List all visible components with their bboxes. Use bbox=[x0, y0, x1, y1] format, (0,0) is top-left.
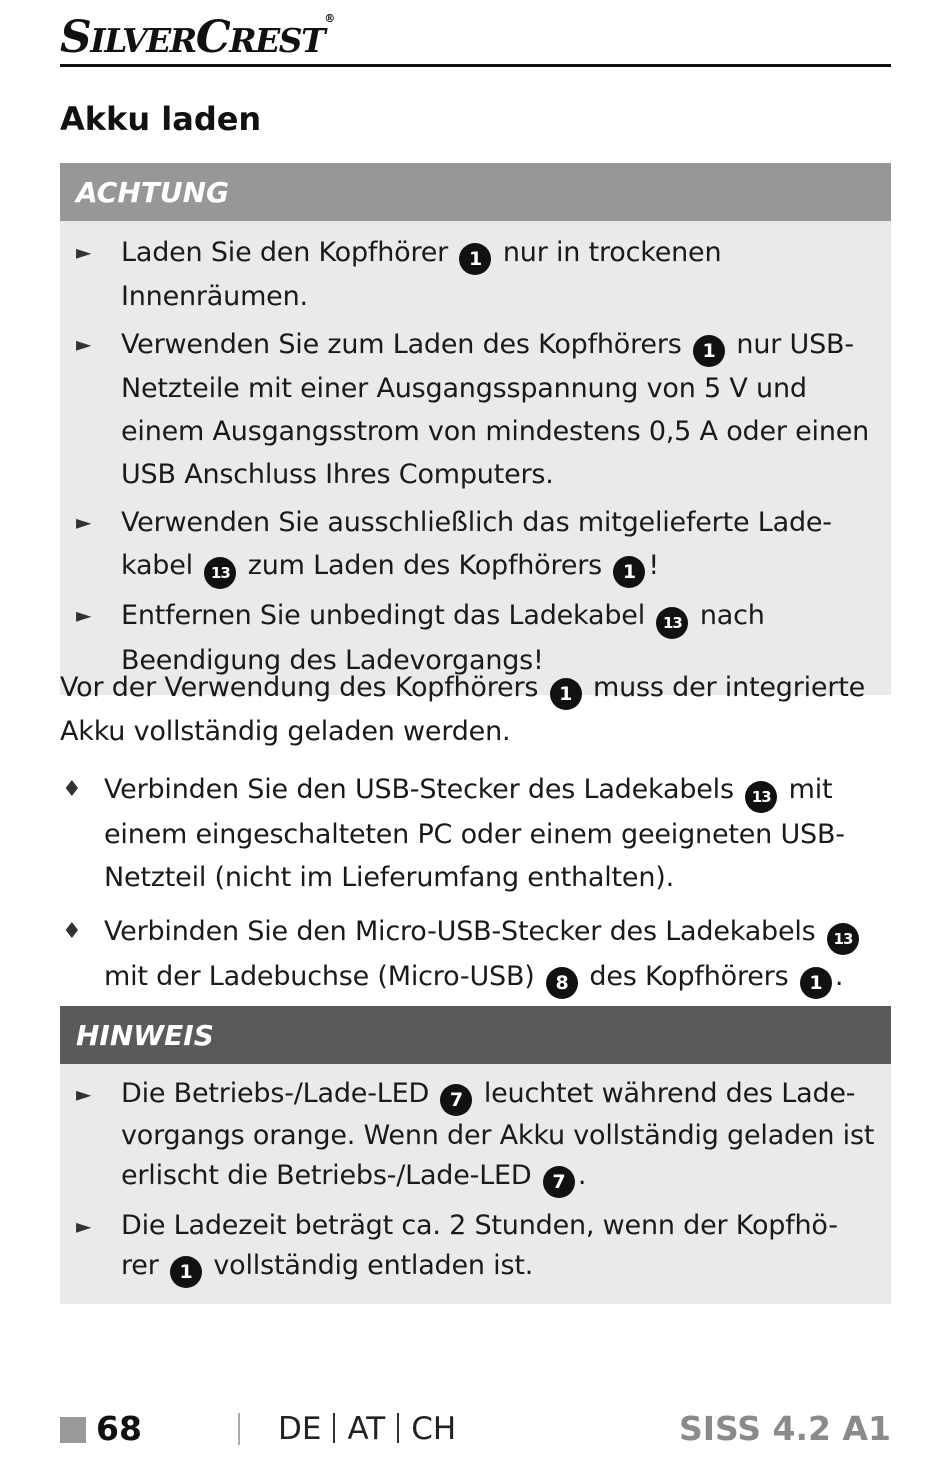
header-rule bbox=[60, 64, 891, 67]
step-item: ♦ Verbinden Sie den Micro-USB-Stecker des Ladekabels 13 mit der Ladebuchse (Micro-USB) 8 des Kopfhörers 1 . bbox=[60, 910, 891, 999]
warning-item: ► Entfernen Sie unbedingt das Ladekabel 13 nach Beendigung des Ladevorgangs! bbox=[76, 594, 875, 682]
note-box bbox=[60, 1006, 891, 1304]
callout-badge: 13 bbox=[204, 557, 236, 589]
callout-badge: 13 bbox=[656, 607, 688, 639]
brand-logo: SILVERCREST® bbox=[60, 12, 336, 63]
callout-badge: 1 bbox=[459, 243, 491, 275]
callout-badge: 1 bbox=[170, 1256, 202, 1288]
language-code: AT bbox=[347, 1411, 386, 1447]
callout-badge: 7 bbox=[543, 1166, 575, 1198]
warning-body bbox=[60, 221, 891, 695]
callout-badge: 8 bbox=[546, 967, 578, 999]
page-footer bbox=[60, 1405, 891, 1453]
warning-item: ► Verwenden Sie zum Laden des Kopfhörers 1 nur USB-Netzteile mit einer Ausgangsspannung von 5 V und einem Ausgangsstrom von mindestens 0,5 A oder einen USB Anschluss Ihres Computers. bbox=[76, 323, 875, 496]
callout-badge: 13 bbox=[827, 923, 859, 955]
triangle-right-icon: ► bbox=[76, 240, 92, 264]
model-number: SISS 4.2 A1 bbox=[678, 1409, 891, 1448]
note-heading: HINWEIS bbox=[60, 1006, 891, 1064]
callout-badge: 1 bbox=[550, 678, 582, 710]
language-code: DE bbox=[278, 1411, 322, 1447]
note-item: ► Die Ladezeit beträgt ca. 2 Stunden, wenn der Kopfhö-rer 1 vollständig entladen ist. bbox=[76, 1206, 875, 1288]
triangle-right-icon: ► bbox=[76, 332, 92, 356]
triangle-right-icon: ► bbox=[76, 603, 92, 627]
callout-badge: 1 bbox=[613, 556, 645, 588]
note-item: ► Die Betriebs-/Lade-LED 7 leuchtet während des Lade-vorgangs orange. Wenn der Akku vollständig geladen ist erlischt die Betriebs-/Lade-LED 7 . bbox=[76, 1074, 875, 1198]
warning-item: ► Verwenden Sie ausschließlich das mitgelieferte Lade-kabel 13 zum Laden des Kopfhörers 1 ! bbox=[76, 501, 875, 589]
warning-heading: ACHTUNG bbox=[60, 163, 891, 221]
intro-paragraph: Vor der Verwendung des Kopfhörers 1 muss der integrierte Akku vollständig geladen werden. bbox=[60, 672, 866, 747]
language-code: CH bbox=[411, 1411, 457, 1447]
callout-badge: 1 bbox=[693, 335, 725, 367]
footer-divider bbox=[238, 1413, 240, 1445]
warning-box bbox=[60, 163, 891, 695]
section-title: Akku laden bbox=[60, 100, 262, 138]
triangle-right-icon: ► bbox=[76, 510, 92, 534]
triangle-right-icon: ► bbox=[76, 1082, 92, 1106]
steps-list bbox=[60, 768, 891, 1010]
warning-item: ► Laden Sie den Kopfhörer 1 nur in trockenen Innenräumen. bbox=[76, 231, 875, 318]
page-marker-icon bbox=[60, 1417, 86, 1443]
note-body bbox=[60, 1064, 891, 1304]
callout-badge: 13 bbox=[745, 781, 777, 813]
language-codes bbox=[278, 1411, 456, 1447]
triangle-right-icon: ► bbox=[76, 1214, 92, 1238]
step-item: ♦ Verbinden Sie den USB-Stecker des Ladekabels 13 mit einem eingeschalteten PC oder einem geeigneten USB-Netzteil (nicht im Lieferumfang enthalten). bbox=[60, 768, 891, 899]
page-number: 68 bbox=[96, 1409, 142, 1448]
diamond-bullet-icon: ♦ bbox=[62, 777, 82, 802]
diamond-bullet-icon: ♦ bbox=[62, 919, 82, 944]
callout-badge: 1 bbox=[800, 967, 832, 999]
callout-badge: 7 bbox=[440, 1084, 472, 1116]
